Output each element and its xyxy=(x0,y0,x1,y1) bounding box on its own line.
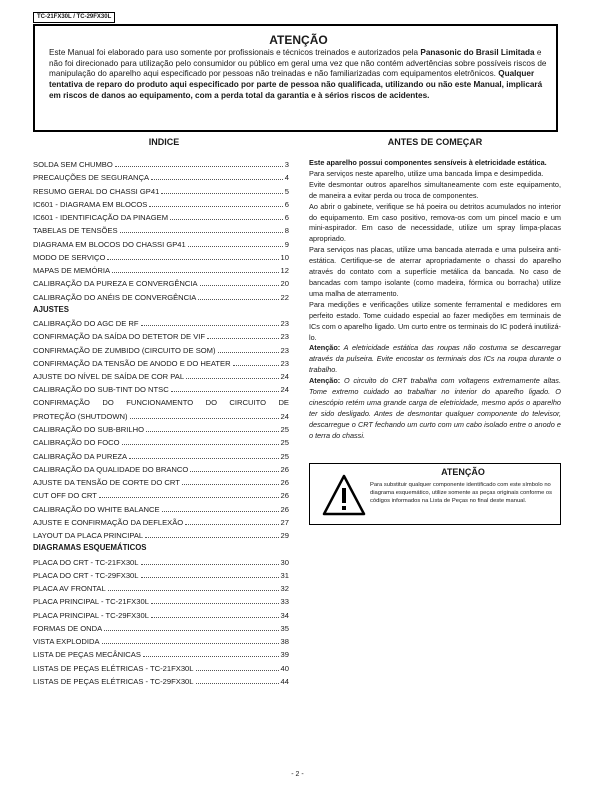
index-entry[interactable] xyxy=(33,648,289,660)
index-entry-label: PLACA DO CRT - TC-21FX30L xyxy=(33,557,139,567)
index-entry-page: 24 xyxy=(280,372,289,381)
attention-title: ATENÇÃO xyxy=(441,467,485,477)
dot-leader xyxy=(108,582,279,591)
index-entry[interactable] xyxy=(33,463,289,475)
index-entry[interactable] xyxy=(33,357,289,369)
dot-leader xyxy=(198,291,278,300)
model-tag: TC-21FX30L / TC-29FX30L xyxy=(33,12,115,23)
index-entry-page: 25 xyxy=(280,425,289,434)
dot-leader xyxy=(143,648,279,657)
index-entry-page: 30 xyxy=(280,557,289,567)
index-entry-label: CONFIRMAÇÃO DE ZUMBIDO (CIRCUITO DE SOM) xyxy=(33,345,216,355)
index-entry-page: 25 xyxy=(280,438,289,448)
index-entry-label: PROTEÇÃO (SHUTDOWN) xyxy=(33,411,128,421)
dot-leader xyxy=(115,158,283,167)
index-entry-label: CALIBRAÇÃO DO SUB-TINT DO NTSC xyxy=(33,385,169,395)
index-entry[interactable] xyxy=(33,158,289,170)
index-entry-label: LISTA DE PEÇAS MECÂNICAS xyxy=(33,650,141,660)
antes-p2: Evite desmontar outros aparelhos simultaneamente com este equipamento, de maneira a evitar perda ou troca de componentes. xyxy=(309,179,561,200)
warning-title: ATENÇÃO xyxy=(269,33,328,47)
index-title: INDICE xyxy=(148,137,180,147)
index-entry[interactable] xyxy=(33,582,289,594)
index-entry[interactable] xyxy=(33,569,289,581)
dot-leader xyxy=(130,410,279,419)
index-entry[interactable] xyxy=(33,171,289,183)
index-entry-page: 5 xyxy=(284,186,289,196)
index-entry[interactable] xyxy=(33,635,289,647)
antes-p5: Para medições e verificações utilize somente ferramental e medidores em perfeito estado. Tome cuidado especial ao fazer medições em terminais de ICs com o aparelho ligado. Um curto entre os terminais do IC poderá inutilizá-lo. xyxy=(309,299,561,342)
index-entry-label: LISTAS DE PEÇAS ELÉTRICAS - TC-21FX30L xyxy=(33,663,194,673)
index-entry-label: MAPAS DE MEMÓRIA xyxy=(33,266,111,275)
dot-leader xyxy=(207,330,279,339)
dot-leader xyxy=(200,277,279,286)
index-entry[interactable] xyxy=(33,410,289,422)
dot-leader xyxy=(218,344,279,353)
dot-leader xyxy=(107,251,278,260)
index-entry[interactable] xyxy=(33,185,289,197)
index-entry-page: 23 xyxy=(280,319,289,328)
index-entry-page: 44 xyxy=(280,676,289,686)
dot-leader xyxy=(196,662,279,671)
dot-leader xyxy=(161,185,282,194)
index-entry-page: 29 xyxy=(280,531,289,540)
antes-p6-text: A eletricidade estática das roupas não costuma se descarregar através da pulseira. Evite encostar os terminais dos ICs na roupa durante o trabalho. xyxy=(309,343,561,375)
dot-leader xyxy=(171,383,279,392)
warning-brand: Panasonic do Brasil Limitada xyxy=(420,48,535,57)
dot-leader xyxy=(186,370,278,379)
dot-leader xyxy=(170,211,283,220)
index-column xyxy=(33,132,295,686)
index-entry-label: TABELAS DE TENSÕES xyxy=(33,226,118,236)
attention-box xyxy=(309,463,561,525)
index-entry-page: 20 xyxy=(280,279,289,289)
index-entry-label: AJUSTE E CONFIRMAÇÃO DA DEFLEXÃO xyxy=(33,517,184,527)
dot-leader xyxy=(185,516,278,525)
dot-leader xyxy=(112,264,278,273)
index-entry-label: PLACA AV FRONTAL xyxy=(33,584,106,593)
index-entry-label: CALIBRAÇÃO DA PUREZA xyxy=(33,451,128,461)
index-entry[interactable] xyxy=(33,264,289,276)
dot-leader xyxy=(141,556,279,565)
warning-triangle-icon xyxy=(322,474,366,516)
antes-p7-label: Atenção: xyxy=(309,376,341,386)
antes-title: ANTES DE COMEÇAR xyxy=(387,137,483,147)
index-entry-label: IC601 - IDENTIFICAÇÃO DA PINAGEM xyxy=(33,213,169,222)
index-entry-label: CALIBRAÇÃO DO WHITE BALANCE xyxy=(33,504,160,514)
dot-leader xyxy=(99,489,279,498)
index-entry[interactable] xyxy=(33,609,289,621)
index-entry-label: FORMAS DE ONDA xyxy=(33,623,103,633)
index-entry-page: 10 xyxy=(280,252,289,262)
index-entry[interactable] xyxy=(33,383,289,395)
antes-intro xyxy=(309,158,561,169)
dot-leader xyxy=(182,476,279,485)
dot-leader xyxy=(162,503,279,512)
index-entry-label: CALIBRAÇÃO DO FOCO xyxy=(33,438,120,448)
dot-leader xyxy=(151,609,279,618)
index-entry-label: PRECAUÇÕES DE SEGURANÇA xyxy=(33,173,150,183)
warning-text xyxy=(49,48,548,102)
index-entry-label: DIAGRAMA EM BLOCOS DO CHASSI GP41 xyxy=(33,239,186,249)
index-entry-page: 26 xyxy=(280,491,289,501)
index-entry-page: 35 xyxy=(280,623,289,633)
index-entry[interactable] xyxy=(33,489,289,501)
warning-text-bold: Qualquer tentativa de reparo do produto aqui especificado por parte de pessoa não qualificada, utilizando ou não este Manual, implicará em riscos de danos ao equipamento, com a perda total da garantia e à sérios riscos de acidentes. xyxy=(49,69,543,100)
index-entry[interactable] xyxy=(33,476,289,488)
dot-leader xyxy=(151,595,279,604)
dot-leader xyxy=(233,357,279,366)
dot-leader xyxy=(129,450,278,459)
index-entry-page: 38 xyxy=(280,637,289,646)
index-entry-page: 3 xyxy=(284,160,289,169)
index-entry-page: 6 xyxy=(284,213,289,222)
dot-leader xyxy=(102,635,279,644)
index-entry[interactable] xyxy=(33,436,289,448)
page-number: - 2 - xyxy=(291,771,304,778)
index-entry-page: 24 xyxy=(280,385,289,395)
index-subheading: AJUSTES xyxy=(33,304,69,314)
index-entry[interactable] xyxy=(33,238,289,250)
index-entry-label: CALIBRAÇÃO DO AGC DE RF xyxy=(33,319,139,328)
index-entry-label: CALIBRAÇÃO DO ANÉIS DE CONVERGÊNCIA xyxy=(33,292,197,302)
index-entry-label: AJUSTE DA TENSÃO DE CORTE DO CRT xyxy=(33,478,180,487)
index-entry-label: CUT OFF DO CRT xyxy=(33,491,97,501)
index-entry-page: 34 xyxy=(280,610,289,620)
index-entry-page: 23 xyxy=(280,358,289,368)
index-entry[interactable] xyxy=(33,423,289,435)
antes-intro-bold: Este aparelho possui componentes sensíveis à eletricidade estática. xyxy=(309,158,547,167)
index-entry-label: PLACA DO CRT - TC-29FX30L xyxy=(33,570,139,580)
index-entry-label: VISTA EXPLODIDA xyxy=(33,637,100,646)
index-entry-page: 25 xyxy=(280,451,289,461)
index-entry[interactable] xyxy=(33,662,289,674)
index-entry-page: 26 xyxy=(280,504,289,514)
dot-leader xyxy=(149,198,282,207)
index-entry-label: PLACA PRINCIPAL - TC-29FX30L xyxy=(33,610,149,620)
index-entry-label: CONFIRMAÇÃO DA SAÍDA DO DETETOR DE VIF xyxy=(33,332,206,342)
dot-leader xyxy=(141,317,279,326)
index-entry-label: CALIBRAÇÃO DA PUREZA E CONVERGÊNCIA xyxy=(33,279,198,289)
index-entry-label: LAYOUT DA PLACA PRINCIPAL xyxy=(33,531,144,540)
index-entry-page: 4 xyxy=(284,173,289,183)
antes-p4: Para serviços nas placas, utilize uma bancada aterrada e uma pulseira anti-estática. Certifique-se de aterrar apropriadamente o chassi do aparelho através do contato com a superfície metálica da bancada. No caso de bancadas com tampo isolante (como madeira, fórmica ou borracha) utilize uma malha de aterramento. xyxy=(309,245,561,298)
index-entry[interactable] xyxy=(33,516,289,528)
index-entry[interactable] xyxy=(33,344,289,356)
index-entry-page: 26 xyxy=(280,478,289,487)
index-entry[interactable] xyxy=(33,198,289,210)
dot-leader xyxy=(190,463,278,472)
index-subheading: DIAGRAMAS ESQUEMÁTICOS xyxy=(33,543,147,553)
index-entry-label: LISTAS DE PEÇAS ELÉTRICAS - TC-29FX30L xyxy=(33,676,194,686)
index-entry-page: 9 xyxy=(284,239,289,249)
antes-p6-label: Atenção: xyxy=(309,343,341,353)
dot-leader xyxy=(151,171,283,180)
antes-p7-text: O circuito do CRT trabalha com voltagens extremamente altas. Tome extremo cuidado ao trabalhar no interior do aparelho ligado. O cinescópio retém uma grande carga de eletricidade, mesmo após o aparelho ter sido desligado. Antes de desmontar qualquer componente do televisor, descarregue o CRT fechando um curto com um cabo isolado entre o anodo e o terra do chassi. xyxy=(309,376,561,440)
index-entry-page: 40 xyxy=(280,663,289,673)
index-entry[interactable] xyxy=(33,370,289,382)
index-entry-page: 31 xyxy=(280,570,289,580)
index-entry[interactable] xyxy=(33,291,289,303)
index-entry-label: SOLDA SEM CHUMBO xyxy=(33,160,113,169)
index-entry-page: 24 xyxy=(280,411,289,421)
index-entry-page: 39 xyxy=(280,650,289,660)
index-entry[interactable] xyxy=(33,317,289,329)
warning-text-middle: e não foi direcionado para utilização pelo consumidor ou público em geral uma vez que não contém advertências sobre possíveis riscos de manipulação do aparelho aqui especificado por pessoas não treinadas e não familiarizadas com equipamentos eletrônicos. xyxy=(49,48,547,79)
antes-column xyxy=(309,132,561,442)
index-entry[interactable] xyxy=(33,556,289,568)
antes-p6 xyxy=(309,343,561,376)
index-entry-page: 33 xyxy=(280,597,289,607)
index-entry-page: 27 xyxy=(280,517,289,527)
dot-leader xyxy=(196,675,279,684)
antes-p7 xyxy=(309,376,561,441)
index-entry-page: 23 xyxy=(280,345,289,355)
index-entry-label: IC601 - DIAGRAMA EM BLOCOS xyxy=(33,199,148,209)
index-entry-label: AJUSTE DO NÍVEL DE SAÍDA DE COR PAL xyxy=(33,372,185,381)
antes-p1: Para serviços neste aparelho, utilize uma bancada limpa e desimpedida. xyxy=(309,168,544,178)
index-entry[interactable] xyxy=(33,224,289,236)
index-entry[interactable] xyxy=(33,330,289,342)
index-entry[interactable] xyxy=(33,503,289,515)
index-entry[interactable] xyxy=(33,595,289,607)
index-entry-page: 12 xyxy=(280,266,289,275)
index-entry-page: 32 xyxy=(280,584,289,593)
index-entry-label: PLACA PRINCIPAL - TC-21FX30L xyxy=(33,597,149,607)
index-entry-page: 26 xyxy=(280,464,289,474)
dot-leader xyxy=(120,224,283,233)
index-entry[interactable] xyxy=(33,211,289,223)
index-entry-page: 8 xyxy=(284,226,289,236)
attention-text: Para substituir qualquer componente identificado com este símbolo no diagrama esquemático, utilize somente as peças originais conforme os códigos informados na Lista de Peças no final deste manual. xyxy=(370,482,553,505)
dot-leader xyxy=(145,529,278,538)
index-entry[interactable] xyxy=(33,450,289,462)
index-entry-page: 23 xyxy=(280,332,289,342)
index-entry-label: RESUMO GERAL DO CHASSI GP41 xyxy=(33,186,160,196)
index-entry-label: CONFIRMAÇÃO DA TENSÃO DE ANODO E DO HEATER xyxy=(33,358,231,368)
index-entry-label: CALIBRAÇÃO DO SUB-BRILHO xyxy=(33,425,144,434)
index-entry[interactable] xyxy=(33,251,289,263)
index-entry-page: 22 xyxy=(280,292,289,302)
index-entry-label: MODO DE SERVIÇO xyxy=(33,252,106,262)
index-entry[interactable] xyxy=(33,622,289,634)
dot-leader xyxy=(141,569,279,578)
index-entry[interactable] xyxy=(33,675,289,687)
dot-leader xyxy=(122,436,279,445)
dot-leader xyxy=(146,423,279,432)
index-entry-page: 6 xyxy=(284,199,289,209)
warning-box xyxy=(33,24,558,132)
warning-text-normal: Este Manual foi elaborado para uso somente por profissionais e técnicos treinados e autorizados pela xyxy=(49,48,421,57)
index-entry[interactable] xyxy=(33,529,289,541)
index-entry-wrapped-line: CONFIRMAÇÃO DO FUNCIONAMENTO DO CIRCUITO DE xyxy=(33,397,289,407)
antes-p3: Ao abrir o gabinete, verifique se há poeira ou detritos acumulados no interior do equipamento. Em caso positivo, remova-os com um pincel macio e um mini-aspirador. Em caso de necessidade, utilize um spray limpa-placas apropriado. xyxy=(309,201,561,244)
index-entry[interactable] xyxy=(33,277,289,289)
dot-leader xyxy=(188,238,283,247)
dot-leader xyxy=(104,622,278,631)
index-entry-label: CALIBRAÇÃO DA QUALIDADE DO BRANCO xyxy=(33,464,189,474)
